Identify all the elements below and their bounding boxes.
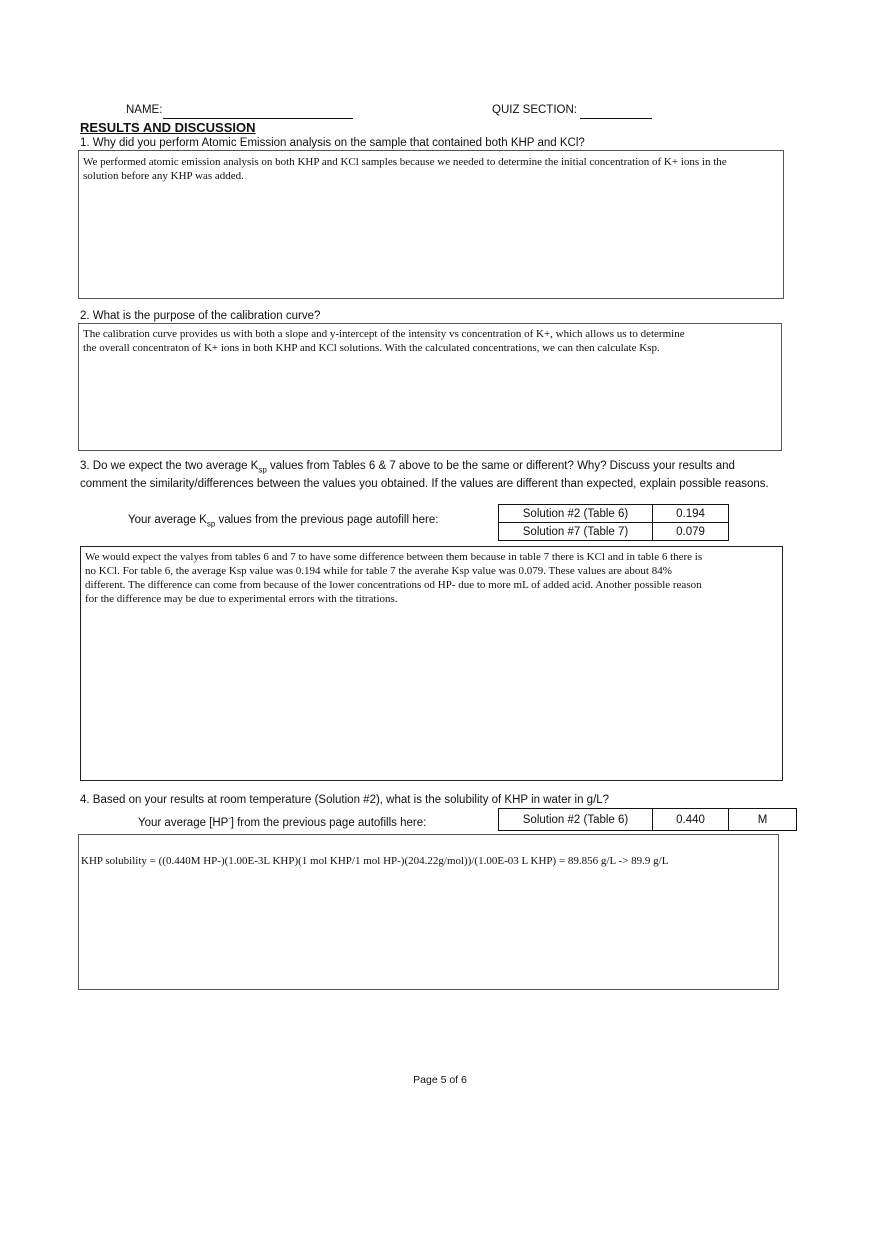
ksp-row-value: 0.079 [653,523,729,541]
quiz-section-label: QUIZ SECTION: [492,104,577,116]
ksp-table [498,504,729,541]
answer-1-text: We performed atomic emission analysis on both KHP and KCl samples because we needed to determine the initial concentration of K+ ions in the solution before any KHP was added. [83,156,727,182]
question-4: 4. Based on your results at room temperature (Solution #2), what is the solubility of KHP in water in g/L? [80,794,610,806]
quiz-section-field[interactable] [580,104,652,119]
hp-row-value: 0.440 [653,809,729,831]
page-number: Page 5 of 6 [413,1074,467,1086]
question-1: 1. Why did you perform Atomic Emission analysis on the sample that contained both KHP and KCl? [80,137,585,149]
answer-2-text: The calibration curve provides us with both a slope and y-intercept of the intensity vs concentration of K+, which allows us to determine the overall concentraton of K+ ions in both KHP and KCl solutions. With the calculated concentrations, we can then calculate Ksp. [83,328,685,354]
hp-row-label: Solution #2 (Table 6) [499,809,653,831]
question-3-part-b: values from Tables 6 & 7 above to be the same or different? Why? Discuss your results and comment the similarity/differences between the values you obtained. If the values are different than expected, explain possible reasons. [80,460,769,491]
ksp-label-sub: sp [206,519,216,529]
answer-4-box[interactable] [78,834,779,990]
question-3-part-a: 3. Do we expect the two average K [80,460,259,472]
name-label: NAME: [126,104,163,116]
hp-label-sup: - [228,816,231,823]
hp-label-a: Your average [HP [138,816,229,829]
ksp-row-label: Solution #7 (Table 7) [499,523,653,541]
ksp-autofill-label [128,513,438,531]
ksp-label-a: Your average K [128,514,207,526]
ksp-row-value: 0.194 [653,505,729,523]
table-row [499,505,729,523]
question-3 [80,459,770,492]
question-2: 2. What is the purpose of the calibration curve? [80,310,321,322]
ksp-label-b: values from the previous page autofill here: [215,514,439,526]
hp-autofill-label [138,812,426,831]
ksp-row-label: Solution #2 (Table 6) [499,505,653,523]
answer-1-box[interactable] [78,150,784,299]
section-title: RESULTS AND DISCUSSION [80,120,256,135]
table-row [499,523,729,541]
answer-3-box[interactable] [80,546,783,781]
hp-table [498,808,797,831]
answer-2-box[interactable] [78,323,782,451]
answer-4-text: KHP solubility = ((0.440M HP-)(1.00E-3L KHP)(1 mol KHP/1 mol HP-)(204.22g/mol))/(1.00E-03 L KHP) = 89.856 g/L -> 89.9 g/L [81,855,669,867]
answer-3-text: We would expect the valyes from tables 6 and 7 to have some difference between them because in table 7 there is KCl and in table 6 there is no KCl. For table 6, the average Ksp value was 0.194 while for table 7 the averahe Ksp value was 0.079. These values are about 84% different. The difference can come from because of the lower concentrations od HP- due to more mL of added acid. Another possible reason for the difference may be due to experimental errors with the titrations. [85,551,703,605]
hp-label-b: ] from the previous page autofills here: [230,816,427,829]
hp-row-unit: M [729,809,797,831]
name-field[interactable] [163,104,353,119]
question-3-subscript: sp [258,465,267,475]
table-row [499,809,797,831]
